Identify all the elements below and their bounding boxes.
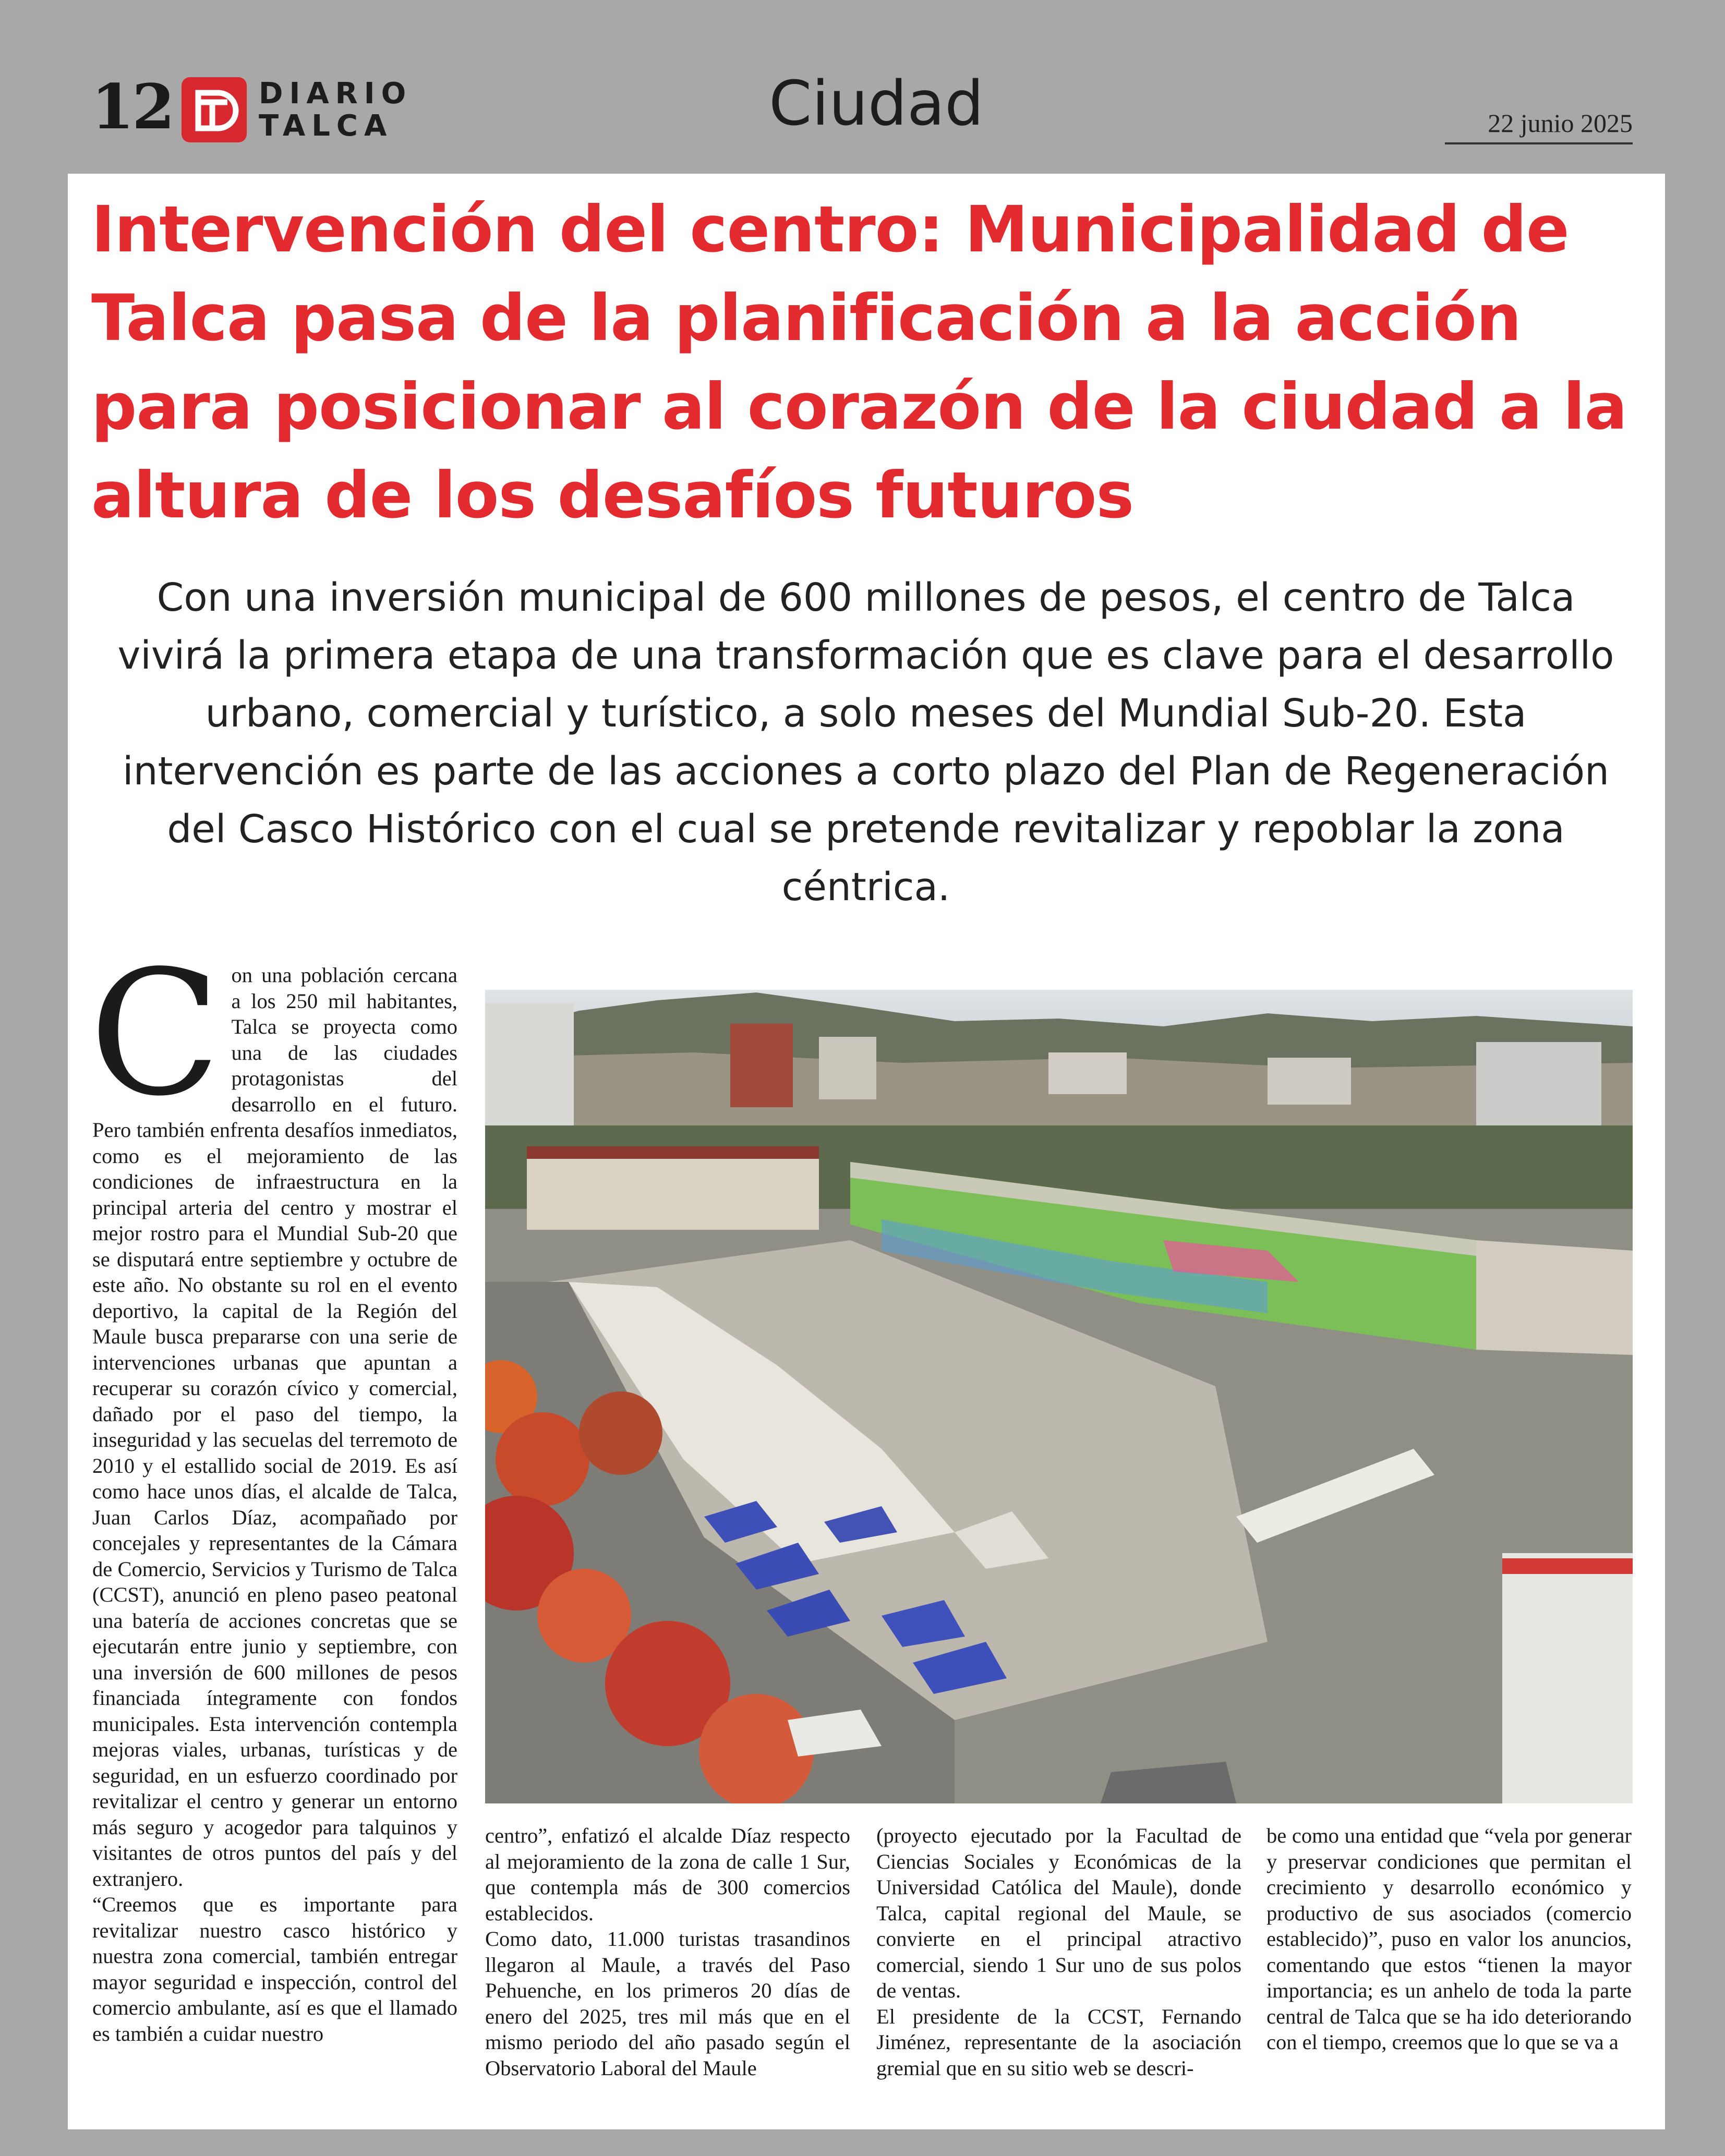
dropcap: C — [89, 934, 221, 1134]
logo-mark-icon — [182, 77, 247, 142]
body-column-2 — [485, 1823, 850, 2115]
logo-text-line2: TALCA — [259, 109, 393, 143]
lead-paragraph: Con una inversión municipal de 600 millones de pesos, el centro de Talca vivirá la primera etapa de una transformación que es clave para el desarrollo urbano, comercial y turístico, a solo meses del Mundial Sub-20. Esta intervención es parte de las acciones a corto plazo del Plan de Regeneración del Casco Histórico con el cual se pretende revitalizar y repoblar la zona céntrica. — [117, 575, 1614, 910]
section-title: Ciudad — [768, 67, 984, 139]
page-number: 12 — [91, 70, 173, 143]
diario-talca-logo — [182, 77, 413, 143]
body-column-3 — [876, 1823, 1241, 2115]
body-column-1 — [89, 934, 457, 2110]
col2-paragraph-1: centro”, enfatizó el alcalde Díaz respecto al mejoramiento de la zona de calle 1 Sur, que contempla más de 300 comercios establecidos. — [485, 1824, 850, 1925]
col1-paragraph: on una población cercana a los 250 mil habitantes, Talca se proyecta como una de las ciudades protagonistas del desarrollo en el futuro. Pero también enfrenta desafíos inmediatos, como es el mejoramiento de las condiciones de infraestructura en la principal arteria del centro y mostrar el mejor rostro para el Mundial Sub-20 que se disputará entre septiembre y octubre de este año. No obstante su rol en el evento deportivo, la capital de la Región del Maule busca prepararse con una serie de intervenciones urbanas que apuntan a recuperar su corazón cívico y comercial, dañado por el paso del tiempo, la inseguridad y las secuelas del terremoto de 2010 y el estallido social de 2019. Es así como hace unos días, el alcalde de Talca, Juan Carlos Díaz, acompañado por concejales y representantes de la Cámara de Comercio, Servicios y Turismo de Talca (CCST), anunció en pleno paseo peatonal una batería de acciones concretas que se ejecutarán entre junio y septiembre, con una inversión de 600 millones de pesos financiada íntegramente con fondos municipales. Esta intervención contempla mejoras viales, urbanas, turísticas y de seguridad, en un esfuerzo coordinado por revitalizar el centro y generar un entorno más seguro y acogedor para talquinos y visitantes de otros puntos del país y del extranjero. — [92, 963, 457, 1891]
body-column-4 — [1266, 1823, 1632, 2115]
col4-paragraph-1: be como una entidad que “vela por generar y preservar condiciones que permitan el crecimiento y desarrollo económico y productivo de sus asociados (comercio establecido)”, puso en valor los anuncios, comentando que estos “tienen la mayor importancia; es un anhelo de toda la parte central de Talca que se ha ido deteriorando con el tiempo, creemos que lo que se va a — [1266, 1824, 1632, 2054]
col3-paragraph-2: El presidente de la CCST, Fernando Jiménez, representante de la asociación gremial que en su sitio web se descri- — [876, 2004, 1241, 2080]
col2-paragraph-2: Como dato, 11.000 turistas trasandinos llegaron al Maule, a través del Paso Pehuenche, en los primeros 20 días de enero del 2025, tres mil más que en el mismo periodo del año pasado según el Observatorio Laboral del Maule — [485, 1927, 850, 2080]
date-rule — [1445, 107, 1633, 144]
col3-paragraph-1: (proyecto ejecutado por la Facultad de Ciencias Sociales y Económicas de la Universidad Católica del Maule), donde Talca, capital regional del Maule, se convierte en el principal atractivo comercial, siendo 1 Sur uno de sus polos de ventas. — [876, 1824, 1241, 2002]
aerial-photo-plaza — [485, 990, 1633, 1803]
col1-quote: “Creemos que es importante para revitalizar nuestro casco histórico y nuestra zona comercial, también entregar mayor seguridad e inspección, control del comercio ambulante, así es que el llamado es también a cuidar nuestro — [92, 1893, 457, 2045]
logo-text-line1: DIARIO — [259, 77, 413, 111]
article-page — [68, 174, 1665, 2129]
headline: Intervención del centro: Municipalidad de Talca pasa de la planificación a la acción para posicionar al corazón de la ciudad a la altura de los desafíos futuros — [91, 192, 1627, 532]
page-header — [0, 0, 1725, 172]
issue-date: 22 junio 2025 — [1488, 108, 1633, 138]
